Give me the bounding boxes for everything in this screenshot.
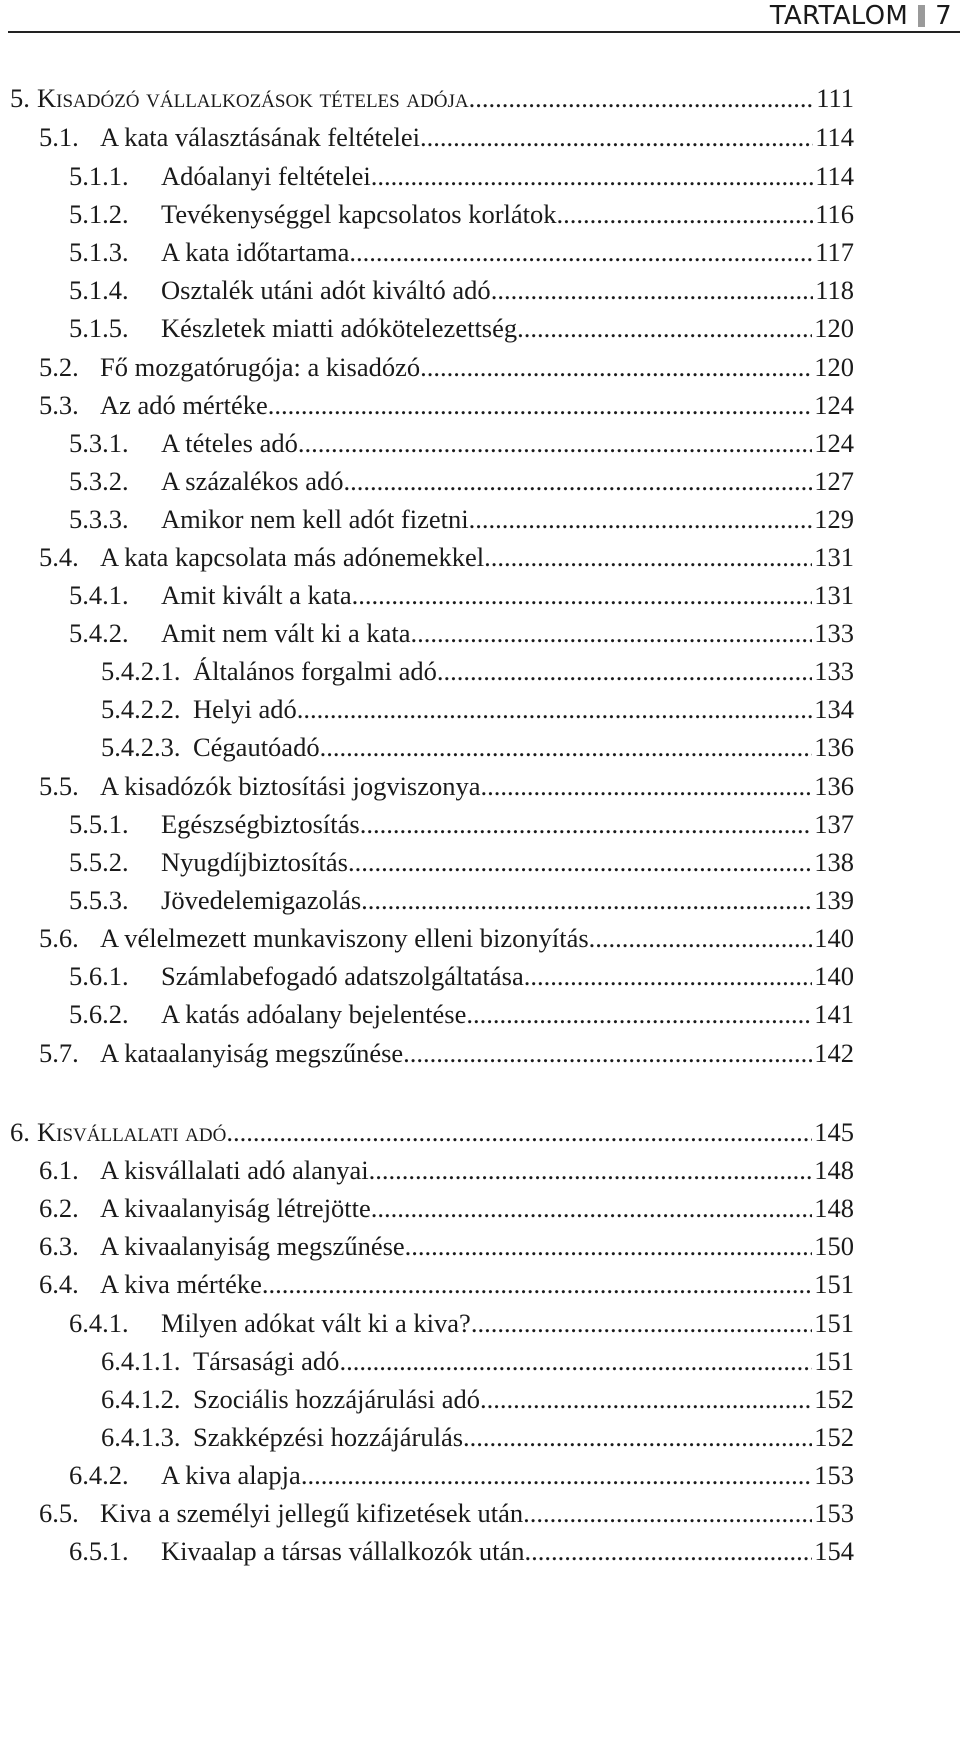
toc-entry[interactable]	[0, 919, 854, 957]
toc-entry[interactable]	[0, 462, 854, 500]
toc-entry[interactable]	[0, 1456, 854, 1494]
toc-entry-page: 151	[814, 1269, 854, 1299]
toc-entry-page: 117	[815, 237, 854, 267]
toc-entry[interactable]	[0, 348, 854, 386]
dot-leader	[301, 1456, 812, 1494]
toc-entry-number: 6.1.	[39, 1155, 79, 1185]
toc-entry-title: A kiva mértéke	[100, 1269, 262, 1299]
toc-entry[interactable]	[0, 690, 854, 728]
toc-entry-page: 151	[814, 1346, 854, 1376]
toc-entry[interactable]	[0, 957, 854, 995]
toc-entry-page: 141	[814, 999, 854, 1029]
toc-entry-number: 6.5.	[39, 1498, 79, 1528]
toc-entry-page: 133	[814, 656, 854, 686]
dot-leader	[371, 1189, 812, 1227]
toc-entry[interactable]	[0, 881, 854, 919]
toc-entry-title: A kataalanyiság megszűnése	[100, 1038, 404, 1068]
toc-entry-number: 5.3.	[39, 390, 79, 420]
dot-leader	[491, 271, 814, 309]
toc-entry[interactable]	[0, 995, 854, 1033]
toc-entry-title: A kata kapcsolata más adónemekkel	[100, 542, 485, 572]
toc-entry-number: 5.6.1.	[69, 961, 129, 991]
dot-leader	[226, 1113, 812, 1151]
toc-entry[interactable]	[0, 1151, 854, 1189]
toc-entry-page: 131	[814, 542, 854, 572]
dot-leader	[589, 919, 813, 957]
dot-leader	[557, 195, 814, 233]
toc-entry-page: 138	[814, 847, 854, 877]
toc-entry-page: 111	[816, 83, 854, 113]
toc-entry-number: 5.5.2.	[69, 847, 129, 877]
page-header	[8, 0, 960, 33]
toc-entry-title: Szakképzési hozzájárulás	[193, 1422, 464, 1452]
toc-entry[interactable]	[0, 500, 854, 538]
toc-entry[interactable]	[0, 118, 854, 156]
dot-leader	[371, 157, 814, 195]
toc-entry-title: A kivaalanyiság létrejötte	[100, 1193, 371, 1223]
toc-entry-number: 5.1.1.	[69, 161, 129, 191]
toc-entry[interactable]	[0, 652, 854, 690]
toc-entry-title: Kiva a személyi jellegű kifizetések után	[100, 1498, 524, 1528]
toc-entry[interactable]	[0, 1532, 854, 1570]
toc-entry-number: 5.4.	[39, 542, 79, 572]
dot-leader	[352, 576, 813, 614]
dot-leader	[297, 690, 812, 728]
toc-entry-title: A katás adóalany bejelentése	[161, 999, 467, 1029]
dot-leader	[344, 462, 813, 500]
dot-leader	[298, 424, 812, 462]
toc-entry-title: Társasági adó	[193, 1346, 340, 1376]
toc-entry-page: 133	[814, 618, 854, 648]
toc-entry[interactable]	[0, 538, 854, 576]
toc-entry-title: Amit nem vált ki a kata	[161, 618, 411, 648]
toc-entry[interactable]	[0, 805, 854, 843]
toc-entry-page: 120	[814, 352, 854, 382]
toc-entry-page: 152	[814, 1422, 854, 1452]
dot-leader	[349, 233, 813, 271]
dot-leader	[403, 1034, 812, 1072]
dot-leader	[469, 500, 813, 538]
toc-entry-number: 5.1.4.	[69, 275, 129, 305]
toc-entry-number: 5.	[10, 83, 30, 113]
toc-entry-page: 114	[815, 122, 854, 152]
toc-entry-page: 148	[814, 1155, 854, 1185]
toc-entry-number: 5.6.	[39, 923, 79, 953]
toc-entry[interactable]	[0, 1304, 854, 1342]
toc-entry-title: Milyen adókat vált ki a kiva?	[161, 1308, 471, 1338]
toc-entry-number: 6.4.1.3.	[101, 1422, 181, 1452]
toc-entry[interactable]	[0, 1418, 854, 1456]
toc-entry-title: A kiva alapja	[161, 1460, 301, 1490]
toc-entry[interactable]	[0, 576, 854, 614]
toc-entry-page: 153	[814, 1498, 854, 1528]
toc-entry-title: A kivaalanyiság megszűnése	[100, 1231, 405, 1261]
toc-entry-number: 5.5.1.	[69, 809, 129, 839]
dot-leader	[480, 1380, 812, 1418]
toc-entry-number: 5.7.	[39, 1038, 79, 1068]
toc-entry-title: Kivaalap a társas vállalkozók után	[161, 1536, 525, 1566]
toc-entry-page: 129	[814, 504, 854, 534]
dot-leader	[339, 1342, 812, 1380]
toc-entry-number: 6.4.1.2.	[101, 1384, 181, 1414]
dot-leader	[360, 805, 813, 843]
toc-entry-page: 116	[815, 199, 854, 229]
toc-entry[interactable]	[0, 614, 854, 652]
running-head-title: TARTALOM	[769, 0, 909, 31]
dot-leader	[410, 614, 812, 652]
toc-entry[interactable]	[0, 767, 854, 805]
toc-entry[interactable]	[0, 728, 854, 766]
toc-entry[interactable]	[0, 1342, 854, 1380]
toc-entry-title: A kata választásának feltételei	[100, 122, 421, 152]
toc-entry-title: Nyugdíjbiztosítás	[161, 847, 348, 877]
toc-entry-title: A kisvállalati adó alanyai	[100, 1155, 369, 1185]
toc-entry-title: Kisvállalati adó	[37, 1117, 227, 1147]
running-head-separator	[918, 5, 925, 27]
dot-leader	[525, 1532, 813, 1570]
toc-entry[interactable]	[0, 271, 854, 309]
dot-leader	[420, 348, 812, 386]
toc-entry-page: 118	[815, 275, 854, 305]
toc-entry-page: 136	[814, 732, 854, 762]
toc-entry-page: 120	[814, 313, 854, 343]
toc-entry-number: 5.3.2.	[69, 466, 129, 496]
dot-leader	[420, 118, 813, 156]
toc-entry-title: Kisadózó vállalkozások tételes adója	[37, 83, 469, 113]
toc-entry-number: 5.3.3.	[69, 504, 129, 534]
toc-entry[interactable]	[0, 309, 854, 347]
toc-entry-number: 5.4.2.2.	[101, 694, 181, 724]
toc-entry-page: 148	[814, 1193, 854, 1223]
toc-entry-title: Osztalék utáni adót kiváltó adó	[161, 275, 491, 305]
toc-entry-title: A vélelmezett munkaviszony elleni bizonyítás	[100, 923, 589, 953]
toc-entry-title: Az adó mértéke	[100, 390, 268, 420]
toc-entry-page: 142	[814, 1038, 854, 1068]
toc-entry-page: 139	[814, 885, 854, 915]
toc-entry-number: 5.5.	[39, 771, 79, 801]
toc-entry-page: 124	[814, 428, 854, 458]
toc-entry-page: 114	[815, 161, 854, 191]
toc-entry-page: 131	[814, 580, 854, 610]
dot-leader	[262, 1265, 812, 1303]
toc-entry[interactable]	[0, 424, 854, 462]
toc-entry-page: 136	[814, 771, 854, 801]
toc-entry-page: 134	[814, 694, 854, 724]
toc-entry-title: Jövedelemigazolás	[161, 885, 362, 915]
toc-entry-number: 5.4.2.3.	[101, 732, 181, 762]
toc-entry-title: Egészségbiztosítás	[161, 809, 360, 839]
toc-entry[interactable]	[0, 157, 854, 195]
toc-entry-title: A kata időtartama	[161, 237, 350, 267]
dot-leader	[348, 843, 812, 881]
page-number: 7	[935, 0, 952, 31]
toc-entry-title: Szociális hozzájárulási adó	[193, 1384, 480, 1414]
toc-entry-page: 153	[814, 1460, 854, 1490]
toc-entry-title: A kisadózók biztosítási jogviszonya	[100, 771, 481, 801]
dot-leader	[405, 1227, 813, 1265]
toc-entry-number: 6.2.	[39, 1193, 79, 1223]
toc-entry[interactable]	[0, 1494, 854, 1532]
toc-entry-number: 5.2.	[39, 352, 79, 382]
toc-entry-number: 5.5.3.	[69, 885, 129, 915]
dot-leader	[471, 1304, 812, 1342]
toc-entry-number: 6.3.	[39, 1231, 79, 1261]
toc-entry-page: 140	[814, 961, 854, 991]
toc-entry-title: Tevékenységgel kapcsolatos korlátok	[161, 199, 557, 229]
toc-entry-number: 6.5.1.	[69, 1536, 129, 1566]
toc-entry[interactable]	[0, 1113, 854, 1151]
toc-entry-number: 5.4.2.	[69, 618, 129, 648]
toc-entry[interactable]	[0, 1265, 854, 1303]
toc-entry-page: 152	[814, 1384, 854, 1414]
toc-entry[interactable]	[0, 79, 854, 117]
toc-entry-number: 5.4.1.	[69, 580, 129, 610]
toc-entry-number: 5.1.5.	[69, 313, 129, 343]
toc-entry-title: Fő mozgatórugója: a kisadózó	[100, 352, 421, 382]
dot-leader	[320, 728, 813, 766]
toc-entry[interactable]	[0, 1034, 854, 1072]
toc-entry-title: Számlabefogadó adatszolgáltatása	[161, 961, 524, 991]
toc-entry-number: 6.4.1.1.	[101, 1346, 181, 1376]
toc-entry-page: 151	[814, 1308, 854, 1338]
toc-entry[interactable]	[0, 386, 854, 424]
toc-entry-page: 150	[814, 1231, 854, 1261]
toc-entry-title: Amikor nem kell adót fizetni	[161, 504, 469, 534]
dot-leader	[466, 995, 812, 1033]
toc-entry-number: 5.1.2.	[69, 199, 129, 229]
toc-entry-title: A tételes adó	[161, 428, 298, 458]
toc-entry-page: 154	[814, 1536, 854, 1566]
dot-leader	[517, 309, 812, 347]
dot-leader	[469, 79, 815, 117]
dot-leader	[524, 957, 813, 995]
toc-entry-page: 124	[814, 390, 854, 420]
toc-entry-number: 5.1.	[39, 122, 79, 152]
toc-entry-page: 137	[814, 809, 854, 839]
toc-entry[interactable]	[0, 1227, 854, 1265]
toc-entry-page: 145	[814, 1117, 854, 1147]
toc-entry-title: Készletek miatti adókötelezettség	[161, 313, 518, 343]
toc-entry-number: 6.4.2.	[69, 1460, 129, 1490]
dot-leader	[369, 1151, 813, 1189]
toc-entry-number: 6.4.	[39, 1269, 79, 1299]
toc-entry-page: 127	[814, 466, 854, 496]
toc-entry[interactable]	[0, 1189, 854, 1227]
toc-entry-number: 6.	[10, 1117, 30, 1147]
toc-entry[interactable]	[0, 843, 854, 881]
toc-entry-title: Általános forgalmi adó	[193, 656, 437, 686]
dot-leader	[268, 386, 813, 424]
toc-entry-title: Cégautóadó	[193, 732, 320, 762]
dot-leader	[481, 767, 813, 805]
toc-entry-title: Helyi adó	[193, 694, 297, 724]
toc-entry-number: 5.4.2.1.	[101, 656, 181, 686]
toc-entry-title: Adóalanyi feltételei	[161, 161, 371, 191]
dot-leader	[484, 538, 812, 576]
toc-entry-number: 6.4.1.	[69, 1308, 129, 1338]
toc-entry[interactable]	[0, 1380, 854, 1418]
dot-leader	[437, 652, 812, 690]
toc-entry[interactable]	[0, 233, 854, 271]
toc-entry-title: A százalékos adó	[161, 466, 344, 496]
toc-entry-number: 5.6.2.	[69, 999, 129, 1029]
toc-entry[interactable]	[0, 195, 854, 233]
toc-entry-number: 5.3.1.	[69, 428, 129, 458]
dot-leader	[523, 1494, 812, 1532]
toc-entry-number: 5.1.3.	[69, 237, 129, 267]
dot-leader	[361, 881, 812, 919]
toc-entry-title: Amit kivált a kata	[161, 580, 352, 610]
toc-entry-page: 140	[814, 923, 854, 953]
dot-leader	[463, 1418, 812, 1456]
